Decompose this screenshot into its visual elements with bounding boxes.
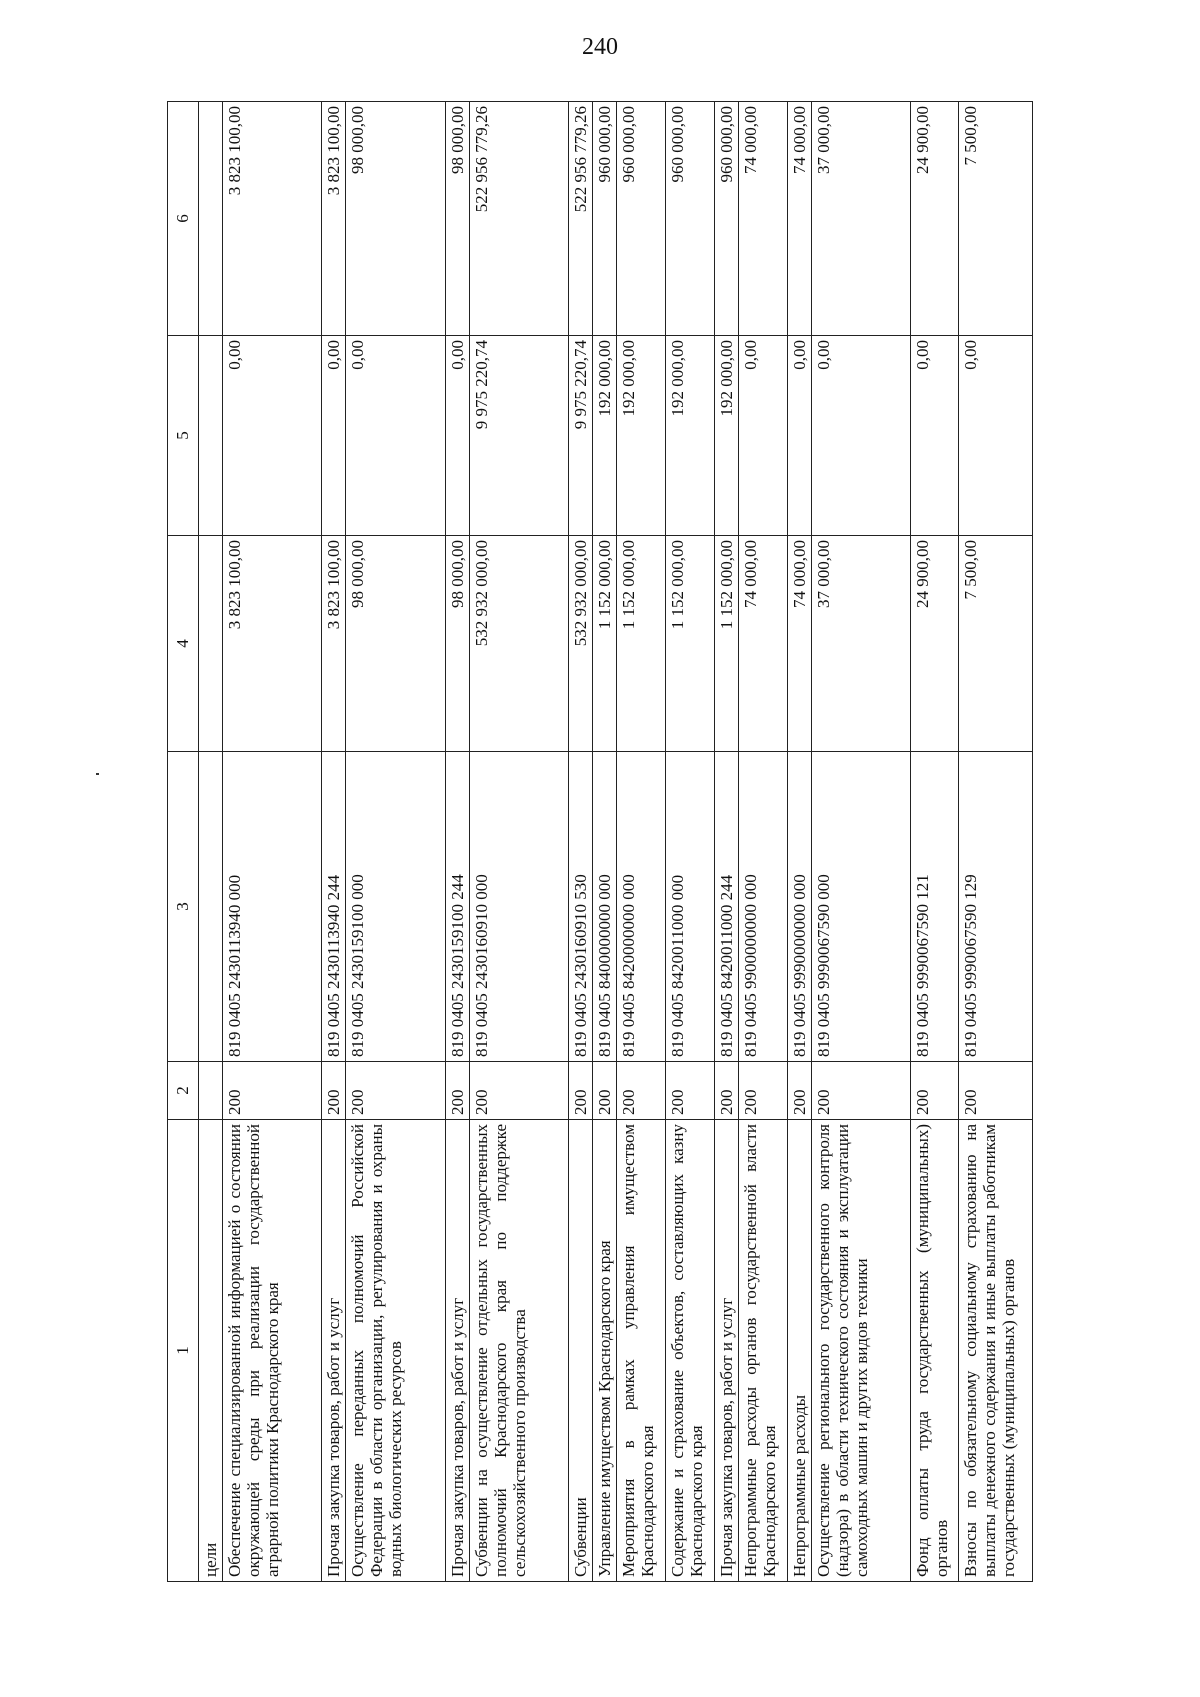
row-name: Непрограммные расходы органов государственной власти Краснодарского края xyxy=(739,1120,788,1582)
row-value-col5: 0,00 xyxy=(223,336,322,536)
row-column-2: 200 xyxy=(666,1062,715,1120)
table-row xyxy=(223,102,322,1582)
row-code: 819 0405 8420011000 000 xyxy=(666,752,715,1062)
row-name: Обеспечение специализированной информацией о состоянии окружающей среды при реализации государственной аграрной политики Краснодарского края xyxy=(223,1120,322,1582)
row-code: 819 0405 2430159100 244 xyxy=(446,752,470,1062)
row-code: 819 0405 2430160910 000 xyxy=(470,752,569,1062)
row-column-2: 200 xyxy=(911,1062,959,1120)
row-value-col6: 37 000,00 xyxy=(812,102,911,336)
row-value-col5: 0,00 xyxy=(446,336,470,536)
row-value-col6: 74 000,00 xyxy=(788,102,812,336)
row-column-2: 200 xyxy=(739,1062,788,1120)
row-value-col5: 0,00 xyxy=(788,336,812,536)
row-code: 819 0405 2430113940 244 xyxy=(322,752,346,1062)
row-name: Взносы по обязательному социальному страхованию на выплаты денежного содержания и иные выплаты работникам государственных (муниципальных) органов xyxy=(959,1120,1033,1582)
column-number: 6 xyxy=(168,102,199,336)
row-name: Управление имуществом Краснодарского края xyxy=(593,1120,617,1582)
row-code: 819 0405 9990067590 121 xyxy=(911,752,959,1062)
row-name: Осуществление регионального государственного контроля (надзора) в области технического состояния и эксплуатации самоходных машин и других видов техники xyxy=(812,1120,911,1582)
row-value-col4: 1 152 000,00 xyxy=(715,536,739,752)
row-name: Непрограммные расходы xyxy=(788,1120,812,1582)
row-value-col5: 9 975 220,74 xyxy=(569,336,593,536)
row-column-2: 200 xyxy=(446,1062,470,1120)
row-name: Субвенции xyxy=(569,1120,593,1582)
row-code: 819 0405 2430160910 530 xyxy=(569,752,593,1062)
column-number-row xyxy=(168,102,199,1582)
row-value-col4: 24 900,00 xyxy=(911,536,959,752)
column-number: 5 xyxy=(168,336,199,536)
row-value-col5: 0,00 xyxy=(911,336,959,536)
column-number: 2 xyxy=(168,1062,199,1120)
row-value-col6: 24 900,00 xyxy=(911,102,959,336)
row-name: Субвенции на осуществление отдельных государственных полномочий Краснодарского края по поддержке сельскохозяйственного производства xyxy=(470,1120,569,1582)
row-value-col5: 0,00 xyxy=(739,336,788,536)
row-value-col6: 960 000,00 xyxy=(617,102,666,336)
table-row xyxy=(739,102,788,1582)
row-code: 819 0405 2430159100 000 xyxy=(346,752,446,1062)
row-value-col4: 37 000,00 xyxy=(812,536,911,752)
row-name: Прочая закупка товаров, работ и услуг xyxy=(715,1120,739,1582)
row-value-col6: 98 000,00 xyxy=(346,102,446,336)
row-value-col5: 192 000,00 xyxy=(666,336,715,536)
table-row xyxy=(788,102,812,1582)
row-value-col4: 1 152 000,00 xyxy=(593,536,617,752)
row-column-2: 200 xyxy=(959,1062,1033,1120)
row-column-2: 200 xyxy=(569,1062,593,1120)
row-value-col6: 960 000,00 xyxy=(593,102,617,336)
row-value-col6: 3 823 100,00 xyxy=(223,102,322,336)
row-name: Мероприятия в рамках управления имуществом Краснодарского края xyxy=(617,1120,666,1582)
row-value-col5: 192 000,00 xyxy=(715,336,739,536)
row-name: цели xyxy=(199,1120,223,1582)
row-column-2: 200 xyxy=(593,1062,617,1120)
row-value-col6: 74 000,00 xyxy=(739,102,788,336)
row-code: 819 0405 2430113940 000 xyxy=(223,752,322,1062)
row-value-col5: 9 975 220,74 xyxy=(470,336,569,536)
row-code: 819 0405 8420000000 000 xyxy=(617,752,666,1062)
row-name: Содержание и страхование объектов, составляющих казну Краснодарского края xyxy=(666,1120,715,1582)
table-row xyxy=(322,102,346,1582)
row-code: 819 0405 8400000000 000 xyxy=(593,752,617,1062)
row-value-col6: 522 956 779,26 xyxy=(470,102,569,336)
row-value-col5: 192 000,00 xyxy=(593,336,617,536)
rotated-table-wrapper xyxy=(167,102,1033,1582)
row-column-2: 200 xyxy=(223,1062,322,1120)
row-name: Прочая закупка товаров, работ и услуг xyxy=(446,1120,470,1582)
row-code: 819 0405 9990067590 129 xyxy=(959,752,1033,1062)
row-value-col6: 98 000,00 xyxy=(446,102,470,336)
row-value-col4: 74 000,00 xyxy=(739,536,788,752)
row-value-col6: 7 500,00 xyxy=(959,102,1033,336)
row-value-col5: 0,00 xyxy=(812,336,911,536)
row-value-col4: 98 000,00 xyxy=(346,536,446,752)
table-row xyxy=(911,102,959,1582)
budget-table xyxy=(167,101,1033,1582)
column-number: 1 xyxy=(168,1120,199,1582)
row-name: Прочая закупка товаров, работ и услуг xyxy=(322,1120,346,1582)
row-value-col4: 1 152 000,00 xyxy=(617,536,666,752)
table-row xyxy=(666,102,715,1582)
table-row xyxy=(569,102,593,1582)
row-code: 819 0405 9990000000 000 xyxy=(788,752,812,1062)
row-value-col6: 3 823 100,00 xyxy=(322,102,346,336)
row-value-col6: 522 956 779,26 xyxy=(569,102,593,336)
row-value-col4: 7 500,00 xyxy=(959,536,1033,752)
row-value-col4: 532 932 000,00 xyxy=(470,536,569,752)
row-code: 819 0405 9900000000 000 xyxy=(739,752,788,1062)
row-value-col5: 0,00 xyxy=(346,336,446,536)
table-row xyxy=(446,102,470,1582)
row-code: 819 0405 8420011000 244 xyxy=(715,752,739,1062)
row-value-col4: 3 823 100,00 xyxy=(223,536,322,752)
row-name: Осуществление переданных полномочий Российской Федерации в области организации, регулирования и охраны водных биологических ресурсов xyxy=(346,1120,446,1582)
continuation-row xyxy=(199,102,223,1582)
row-column-2: 200 xyxy=(470,1062,569,1120)
row-column-2: 200 xyxy=(322,1062,346,1120)
table-row xyxy=(617,102,666,1582)
table-row xyxy=(959,102,1033,1582)
column-number: 4 xyxy=(168,536,199,752)
row-value-col4: 532 932 000,00 xyxy=(569,536,593,752)
row-column-2: 200 xyxy=(346,1062,446,1120)
row-column-2: 200 xyxy=(715,1062,739,1120)
column-number: 3 xyxy=(168,752,199,1062)
stray-dot-mark xyxy=(96,773,99,775)
row-code: 819 0405 9990067590 000 xyxy=(812,752,911,1062)
table-row xyxy=(593,102,617,1582)
table-row xyxy=(715,102,739,1582)
row-value-col6: 960 000,00 xyxy=(715,102,739,336)
row-value-col5: 0,00 xyxy=(959,336,1033,536)
table-row xyxy=(346,102,446,1582)
row-value-col4: 98 000,00 xyxy=(446,536,470,752)
table-row xyxy=(812,102,911,1582)
row-value-col6: 960 000,00 xyxy=(666,102,715,336)
table-row xyxy=(470,102,569,1582)
row-value-col4: 1 152 000,00 xyxy=(666,536,715,752)
page-number: 240 xyxy=(582,34,618,60)
row-name: Фонд оплаты труда государственных (муниципальных) органов xyxy=(911,1120,959,1582)
row-value-col4: 3 823 100,00 xyxy=(322,536,346,752)
row-column-2: 200 xyxy=(788,1062,812,1120)
row-value-col5: 0,00 xyxy=(322,336,346,536)
row-column-2: 200 xyxy=(812,1062,911,1120)
row-value-col5: 192 000,00 xyxy=(617,336,666,536)
row-column-2: 200 xyxy=(617,1062,666,1120)
row-value-col4: 74 000,00 xyxy=(788,536,812,752)
